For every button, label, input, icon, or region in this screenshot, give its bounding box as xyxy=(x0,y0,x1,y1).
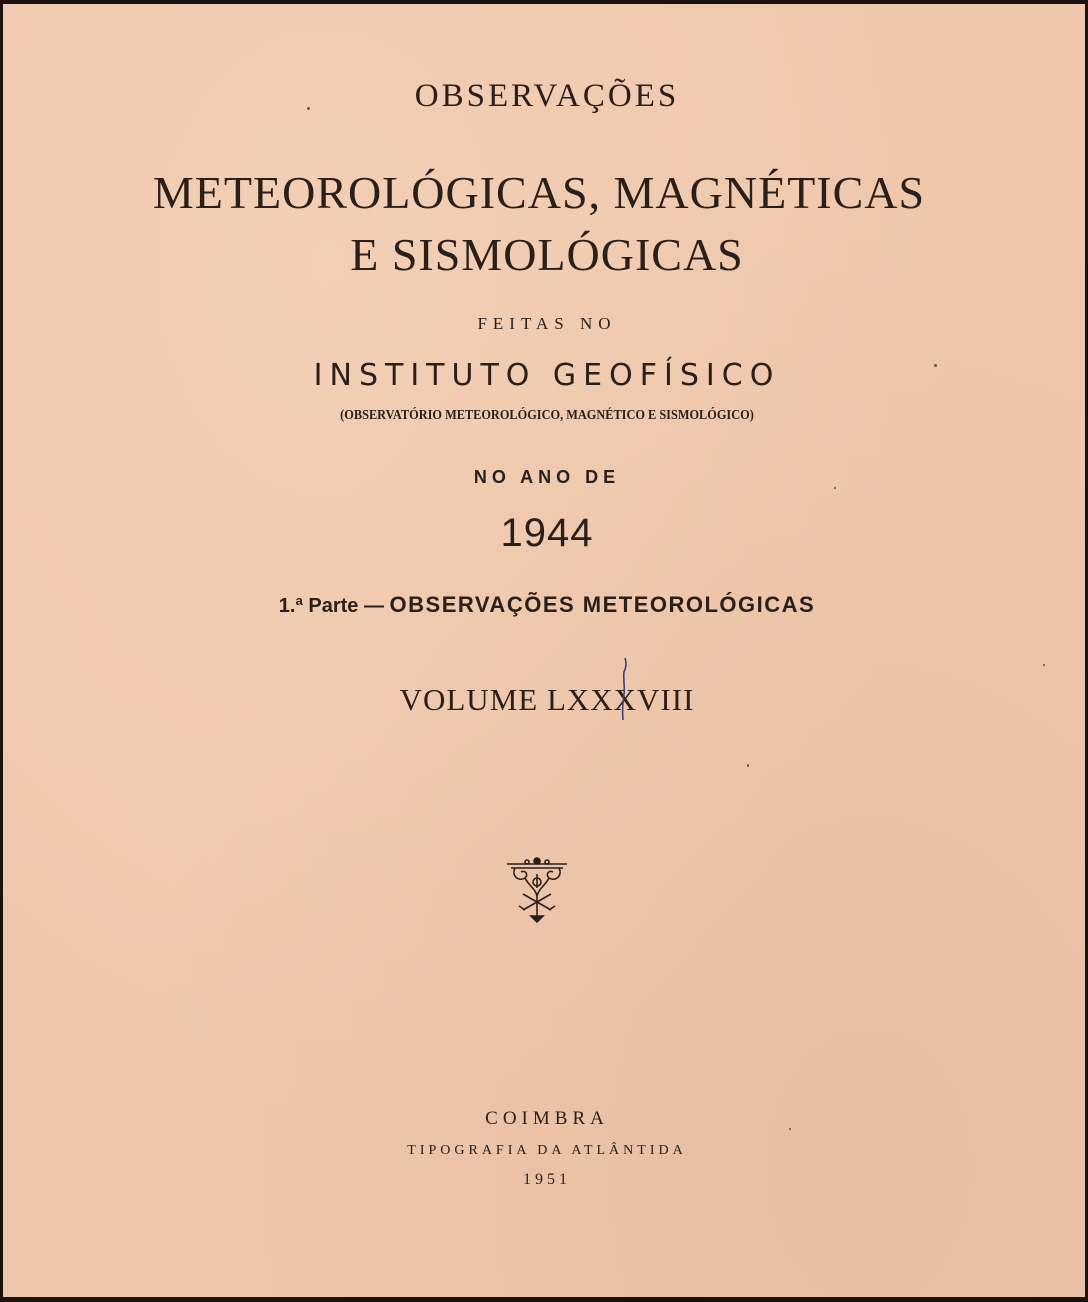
heading-top: OBSERVAÇÕES xyxy=(414,78,680,114)
heading-main-line-1: METEOROLÓGICAS, MAGNÉTICAS xyxy=(152,167,926,218)
feitas-no-label: FEITAS NO xyxy=(477,314,617,333)
part-heading xyxy=(3,592,1088,618)
part-prefix: 1.ª Parte — xyxy=(278,595,390,617)
institute-note: (OBSERVATÓRIO METEOROLÓGICO, MAGNÉTICO E SISMOLÓGICO) xyxy=(340,408,754,423)
paper-speck xyxy=(834,487,836,489)
imprint-printer: TIPOGRAFIA DA ATLÂNTIDA xyxy=(407,1143,687,1158)
pencil-mark xyxy=(613,656,633,722)
institute-name: INSTITUTO GEOFÍSICO xyxy=(313,358,781,393)
paper-speck xyxy=(1043,664,1045,666)
fleuron-ornament-icon xyxy=(501,854,573,926)
imprint-city: COIMBRA xyxy=(485,1108,609,1129)
volume-label: VOLUME LXXXVIII xyxy=(399,682,695,717)
paper-speck xyxy=(307,107,310,110)
paper-speck xyxy=(789,1128,791,1130)
heading-main-line-2: E SISMOLÓGICAS xyxy=(350,229,744,280)
part-title: OBSERVAÇÕES METEOROLÓGICAS xyxy=(389,592,816,617)
no-ano-de-label: NO ANO DE xyxy=(473,467,621,487)
paper-speck xyxy=(934,364,937,367)
imprint-year: 1951 xyxy=(523,1171,571,1188)
observation-year: 1944 xyxy=(500,511,594,555)
paper-speck xyxy=(747,764,749,767)
